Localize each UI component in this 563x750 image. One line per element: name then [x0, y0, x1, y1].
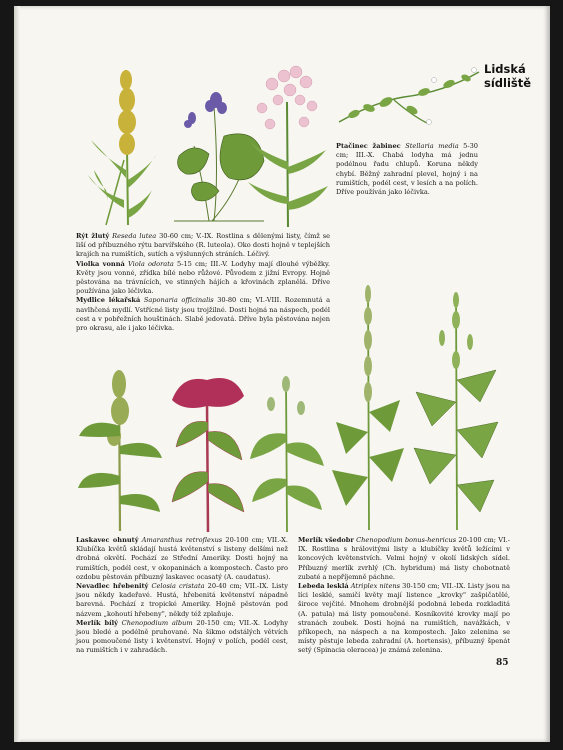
entry-ptacinec-latin: Stellaria media — [405, 142, 459, 150]
section-title-line1: Lidská — [484, 62, 526, 76]
entry-merlik-bily — [76, 619, 288, 656]
entry-ptacinec-name: Ptačinec žabinec — [336, 142, 401, 150]
entry-merlik-vsedobr-text: 20-100 cm; VI.-IX. Rostlina s hrálovitými listy a klubíčky květů ležícími v koncových květenstvích. Velmi hojný v okolí lidských sídel. Příbuzný merlík zvrhlý (Ch. hybridum) má listy chobotnatě zubaté a nepříjemně páchne. — [298, 536, 510, 581]
atriplex-illustration — [410, 290, 500, 530]
entry-ryt-name: Rýt žlutý — [76, 232, 110, 240]
entry-merlik-bily-name: Merlík bílý — [76, 618, 118, 627]
entry-ryt-latin: Reseda lutea — [112, 232, 157, 240]
entry-lebeda-text: 30-150 cm; VII.-IX. Listy jsou na líci lesklé, samičí květy mají listence „krovky" zašpičatělé, široce vejčité. Mnohem drobnější podobná lebeda rozkladitá (A. patula) má listy pomoučené. Kosníkovité krovky mají po stranách zoubek. Dosti hojná na rumištích, navážkách, v příkopech, na náspech a na kompostech. Jako zelenina se místy pěstuje lebeda zahradní (A. hortensis), příbuzný špenát setý (Spinacia oleracea) je známá zelenina. — [298, 582, 510, 655]
reseda-illustration — [86, 60, 156, 230]
saponaria-illustration — [242, 62, 332, 227]
entry-ryt — [76, 232, 330, 260]
section-title — [484, 62, 544, 90]
entry-nevadlec-name: Nevadlec hřebenitý — [76, 582, 149, 591]
entry-ptacinec — [336, 142, 478, 197]
page-number: 85 — [496, 658, 509, 668]
entry-violka-text: 5-15 cm; III.-V. Lodyhy mají dlouhé výběžky. Květy jsou vonné, zřídka bílé nebo růžové. Původem z jižní Evropy. Hojně pěstována na trávnících, ve stinných hájích a křovinách zplanělá. Dříve používána jako léčivka. — [76, 259, 330, 296]
entry-laskavec-latin: Amaranthus retroflexus — [141, 536, 223, 544]
entry-mydlice-latin: Saponaria officinalis — [143, 296, 214, 305]
entry-nevadlec — [76, 582, 288, 619]
entry-merlik-vsedobr — [298, 536, 510, 582]
chenopodium-bonus-henricus-illustration — [328, 282, 408, 530]
entry-lebeda-name: Lebeda lesklá — [298, 582, 349, 591]
entry-ptacinec-text: 5-30 cm; III.-X. Chabá lodyha má jednu podélnou řadu chlupů. Koruna někdy chybí. Běžný zahradní plevel, hojný i na rumištích, podél cest, v lesích a na polích. Dříve používán jako léčivka. — [336, 142, 478, 197]
entry-nevadlec-latin: Celosia cristata — [151, 582, 205, 591]
book-page — [14, 6, 550, 742]
entry-ryt-text: 30-60 cm; V.-IX. Rostlina s dělenými listy, čímž se liší od příbuzného rýtu barvířského (R. luteola). Oko dosti hojně v teplejších krajích na rumištích, sutích a výslunných stráních. Léčivý. — [76, 232, 330, 259]
entry-lebeda — [298, 582, 510, 656]
stellaria-illustration — [334, 62, 484, 132]
entry-merlik-bily-text: 20-150 cm; VII.-X. Lodyhy jsou bledé a podélně pruhované. Na šikmo odstálých větvích jsou pomoučené listy i květenství. Hojný v polích, podél cest, na rumištích i v zahradách. — [76, 618, 288, 655]
entry-mydlice — [76, 296, 330, 333]
entry-merlik-vsedobr-name: Merlík všedobr — [298, 536, 354, 544]
amaranthus-illustration — [74, 366, 164, 531]
text-block-bottom-left — [76, 536, 288, 656]
section-title-line2: sídliště — [484, 76, 532, 90]
entry-laskavec — [76, 536, 288, 582]
entry-merlik-vsedobr-latin: Chenopodium bonus-henricus — [356, 536, 457, 544]
entry-violka-name: Violka vonná — [76, 259, 125, 268]
celosia-illustration — [162, 372, 252, 532]
entry-mydlice-text: 30-80 cm; VI.-VIII. Rozemnutá a navlhčená mydlí. Vstřícné listy jsou trojžilné. Dosti hojná na náspech, podél cest a v pobřežních houštinách. Slabě jedovatá. Dříve byla pěstována nejen pro okrasu, ale i jako léčivka. — [76, 296, 331, 333]
entry-mydlice-name: Mydlice lékařská — [76, 296, 141, 305]
page-binding-shadow — [14, 6, 20, 742]
entry-violka-latin: Viola odorata — [128, 259, 174, 268]
entry-laskavec-name: Laskavec ohnutý — [76, 536, 139, 544]
entry-lebeda-latin: Atriplex nitens — [350, 582, 400, 591]
entry-nevadlec-text: 20-40 cm; VII.-IX. Listy jsou někdy kadeřavé. Hustá, hřebenitá květenství nápadně barevná. Pochází z tropické Ameriky. Hojně pěstován pod názvem „kohoutí hřebeny", někdy též zplaňuje. — [76, 582, 288, 618]
chenopodium-album-illustration — [246, 374, 326, 532]
entry-violka — [76, 260, 330, 297]
text-block-bottom-right — [298, 536, 510, 656]
entry-merlik-bily-latin: Chenopodium album — [121, 618, 193, 627]
entry-laskavec-text: 20-100 cm; VII.-X. Klubíčka květů skládají hustá květenství s listeny delšími než drobná okvětí. Pochází ze Střední Ameriky. Dosti hojný na rumištích, podél cest, v okopaninách a kompostech. Často pro ozdobu pěstován příbuzný laskavec ocasatý (A. caudatus). — [76, 536, 288, 581]
text-block-top-left — [76, 232, 330, 333]
